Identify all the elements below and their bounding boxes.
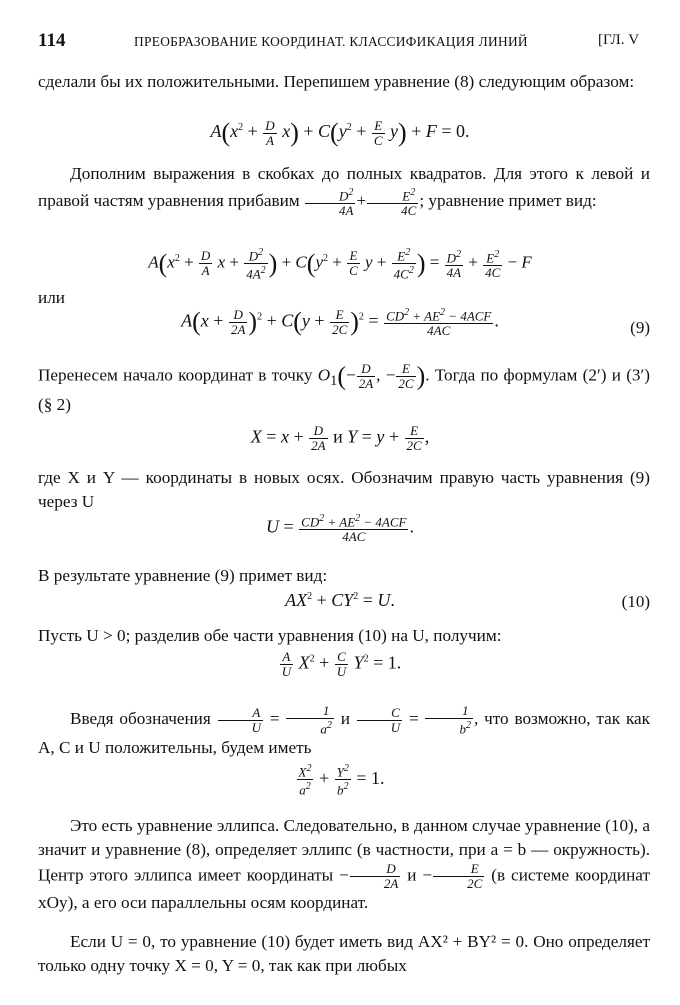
equation-ellipse: $\frac{X^2}{a^2}$ + $\frac{Y^2}{b^2}$ = 1. (298, 763, 385, 798)
paragraph-2-text: Дополним выражения в скобках до полных квадратов. Для этого к левой и правой частям уравнения прибавим (38, 164, 650, 211)
word-ili: или (38, 288, 65, 307)
running-header (0, 30, 680, 54)
paragraph-8-tail: (в системе координат xOy), а его оси параллельны осям координат. (38, 865, 650, 912)
paragraph-2: Дополним выражения в скобках до полных квадратов. Для этого к левой и правой частям уравнения прибавим $\frac{D^2}{4A}$ + $\frac{E^2}{4C}$ ; уравнение примет вид: (38, 164, 650, 219)
equation-divided: $\frac{A}{U}$ $X^2$ + $\frac{C}{U}$ $Y^2 = 1$. (281, 649, 402, 679)
paragraph-3: Перенесем начало координат в точку $O_1(-$ $\frac{D}{2A}$ , − $\frac{E}{2C}$ ). Тогда по формулам (2′) и (3′) (§ 2) (38, 361, 651, 414)
paragraph-8-text: Это есть уравнение эллипса. Следовательно, в данном случае уравнение (10), а значит и уравнение (8), определяет эллипс (в частности, при a = b — окружность). Центр этого эллипса имеет координаты (38, 816, 650, 885)
equation-new-coords: X = x + $\frac{D}{2A}$ и Y = y + $\frac{E}{2C}$ , (250, 423, 430, 453)
paragraph-5: В результате уравнение (9) примет вид: (38, 566, 328, 585)
word-and: и (333, 426, 343, 447)
equation-rewritten: $A(x^2$ + $\frac{D}{A}$ $x) + C(y^2$ + $\frac{E}{C}$ y) + F = 0. (210, 117, 470, 148)
paragraph-9: Если U = 0, то уравнение (10) будет иметь вид AX² + BY² = 0. Оно определяет только одну точку X = 0, Y = 0, так как при любых (38, 932, 650, 975)
paragraph-1: сделали бы их положительными. Перепишем уравнение (8) следующим образом: (38, 72, 635, 91)
paragraph-3-tail: . Тогда по формулам (2′) и (3′) (§ 2) (38, 365, 651, 414)
paragraph-4: где X и Y — координаты в новых осях. Обозначим правую часть уравнения (9) через U (38, 468, 650, 511)
equation-completed-squares: $A(x^2$ + $\frac{D}{A}$ x + $\frac{D^2}{4A^2}$ ) + $C(y^2$ + $\frac{E}{C}$ y + $\frac{E^2}{4C^2}$ ) = $\frac{D^2}{4A}$ + $\frac{E^2}{4C}$ − F (148, 247, 532, 282)
paragraph-3-text: Перенесем начало координат в точку (38, 365, 313, 385)
paragraph-2-tail: ; уравнение примет вид: (419, 191, 597, 211)
equation-9: A(x + $\frac{D}{2A}$ )$^2$ + C(y + $\frac{E}{2C}$ )$^2$ = $\frac{CD^2 + AE^2 - 4ACF}{4AC}$ . (181, 306, 499, 339)
paragraph-6: Пусть U > 0; разделив обе части уравнения (10) на U, получим: (38, 626, 502, 645)
page-number: 114 (38, 30, 66, 51)
paragraph-7: Введя обозначения $\frac{A}{U}$ = $\frac{1}{a^2}$ и $\frac{C}{U}$ = $\frac{1}{b^2}$ , что возможно, так как A, C и U положительны, будем иметь (38, 703, 651, 758)
paragraph-8: Это есть уравнение эллипса. Следовательно, в данном случае уравнение (10), а значит и уравнение (8), определяет эллипс (в частности, при a = b — окружность). Центр этого эллипса имеет координаты − $\frac{D}{2A}$ и − $\frac{E}{2C}$ (в системе координат xOy), а его оси параллельны осям координат. (38, 816, 650, 912)
equation-9-number: (9) (630, 318, 650, 337)
paragraph-7-text: Введя обозначения (70, 709, 211, 729)
equation-u: U = $\frac{CD^2 + AE^2 - 4ACF}{4AC}$ . (266, 513, 414, 545)
fraction-e2-4c: $\frac{E^2}{4C}$ (367, 186, 418, 218)
equation-10-number: (10) (621, 592, 650, 611)
running-title: ПРЕОБРАЗОВАНИЕ КООРДИНАТ. КЛАССИФИКАЦИЯ ЛИНИЙ (134, 34, 528, 49)
equation-10: $AX^2 + CY^2 = U$. (285, 590, 395, 610)
paragraph-7-tail: , что возможно, так как A, C и U положительны, будем иметь (38, 709, 651, 758)
fraction-d2-4a: $\frac{D^2}{4A}$ (305, 186, 355, 218)
chapter-label: [ГЛ. V (598, 32, 640, 48)
